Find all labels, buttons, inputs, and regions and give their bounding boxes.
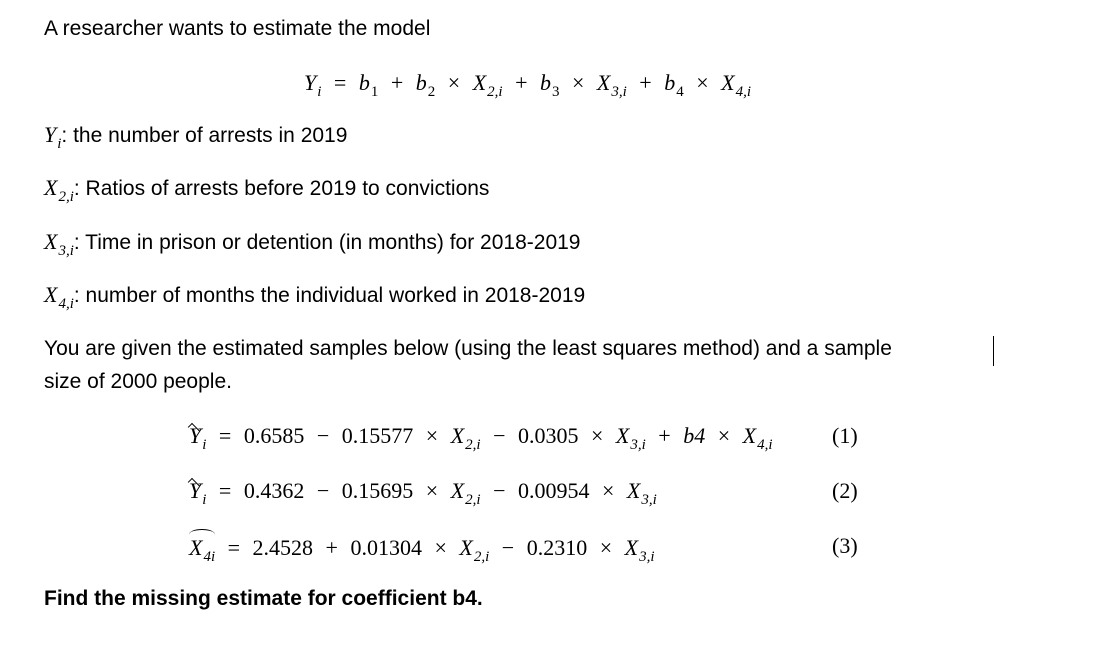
question-text: Find the missing estimate for coefficient b4. xyxy=(44,587,483,610)
definition-x3: $X_{3,i}$: Time in prison or detention (in months) for 2018-2019 xyxy=(44,229,581,259)
equation-1-number: (1) xyxy=(832,423,858,448)
equation-2-number: (2) xyxy=(832,478,858,503)
intro-text: A researcher wants to estimate the model xyxy=(44,17,431,40)
definition-y: $Y_i$: the number of arrests in 2019 xyxy=(44,122,348,152)
text-cursor xyxy=(993,336,994,366)
equation-2: $Y_i = 0.4362 - 0.15695 \times X_{2,i} - 0.00954 \times X_{3,i}$ xyxy=(189,478,657,508)
equation-1: $Y_i = 0.6585 - 0.15577 \times X_{2,i} - 0.0305 \times X_{3,i} + b4 \times X_{4,i}$ xyxy=(189,423,773,453)
equation-3-number: (3) xyxy=(832,533,858,558)
given-text-line2: size of 2000 people. xyxy=(44,370,232,393)
model-equation: $Y_i = b_1 + b_2 \times X_{2,i} + b_3 \times X_{3,i} + b_4 \times X_{4,i}$ xyxy=(304,70,751,100)
equation-3: $X_{4i} = 2.4528 + 0.01304 \times X_{2,i} - 0.2310 \times X_{3,i}$ xyxy=(189,535,654,559)
definition-x4: $X_{4,i}$: number of months the individual worked in 2018-2019 xyxy=(44,282,586,312)
definition-x2: $X_{2,i}$: Ratios of arrests before 2019 to convictions xyxy=(44,175,490,205)
given-text-line1: You are given the estimated samples below (using the least squares method) and a sample xyxy=(44,337,892,360)
